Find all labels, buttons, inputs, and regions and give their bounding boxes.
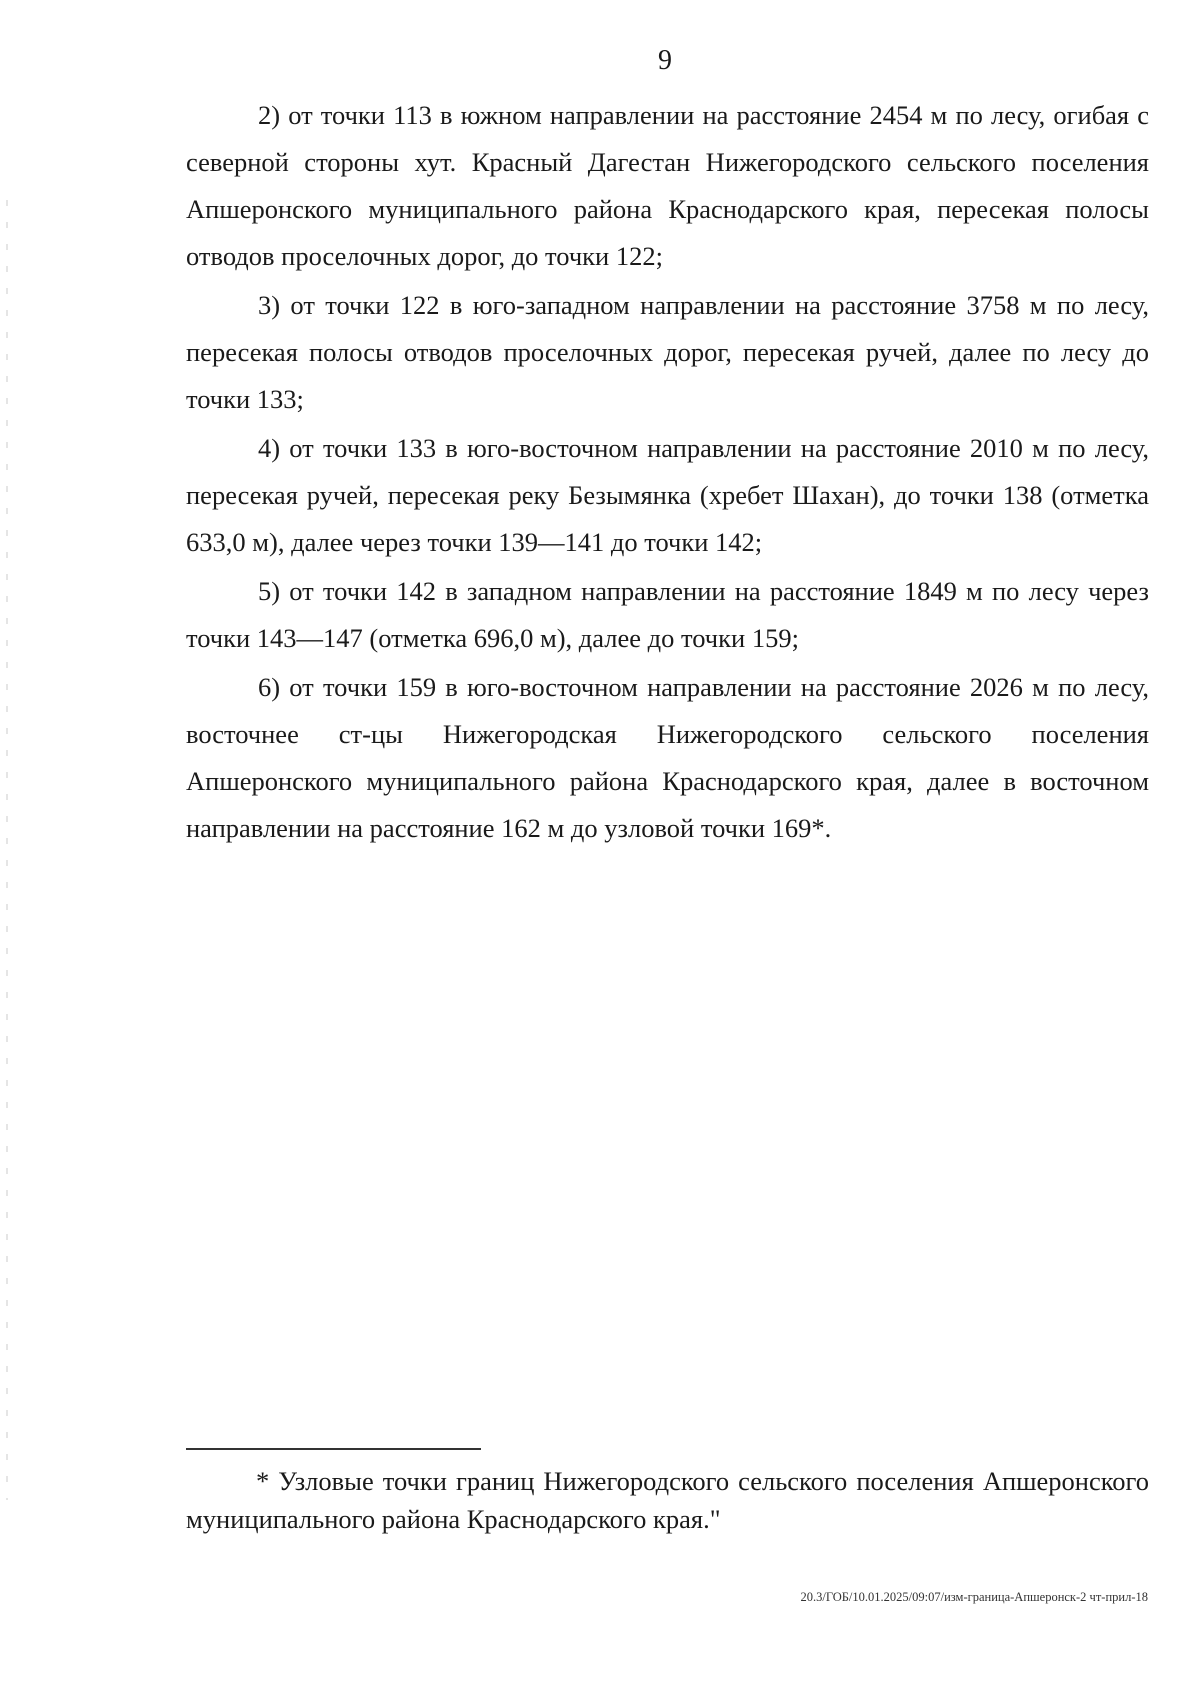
document-body xyxy=(186,92,1149,852)
footnote: * Узловые точки границ Нижегородского сельского поселения Апшеронского муниципального района Краснодарского края." xyxy=(186,1466,1149,1534)
scan-edge-artifact xyxy=(6,200,8,1500)
page-number: 9 xyxy=(658,45,672,76)
paragraph-item-6: 6) от точки 159 в юго-восточном направлении на расстояние 2026 м по лесу, восточнее ст-цы Нижегородская Нижегородского сельского поселения Апшеронского муниципального района Краснодарского края, далее в восточном направлении на расстояние 162 м до узловой точки 169*. xyxy=(186,672,1149,843)
paragraph-item-4: 4) от точки 133 в юго-восточном направлении на расстояние 2010 м по лесу, пересекая ручей, пересекая реку Безымянка (хребет Шахан), до точки 138 (отметка 633,0 м), далее через точки 139—141 до точки 142; xyxy=(186,433,1149,557)
paragraph-item-5: 5) от точки 142 в западном направлении на расстояние 1849 м по лесу через точки 143—147 (отметка 696,0 м), далее до точки 159; xyxy=(186,576,1149,653)
footnote-divider xyxy=(186,1448,481,1450)
paragraph-item-3: 3) от точки 122 в юго-западном направлении на расстояние 3758 м по лесу, пересекая полосы отводов проселочных дорог, пересекая ручей, далее по лесу до точки 133; xyxy=(186,290,1149,414)
paragraph-item-2: 2) от точки 113 в южном направлении на расстояние 2454 м по лесу, огибая с северной стороны хут. Красный Дагестан Нижегородского сельского поселения Апшеронского муниципального района Краснодарского края, пересекая полосы отводов проселочных дорог, до точки 122; xyxy=(186,100,1149,271)
document-code: 20.3/ГОБ/10.01.2025/09:07/изм-граница-Апшеронск-2 чт-прил-18 xyxy=(800,1590,1148,1604)
